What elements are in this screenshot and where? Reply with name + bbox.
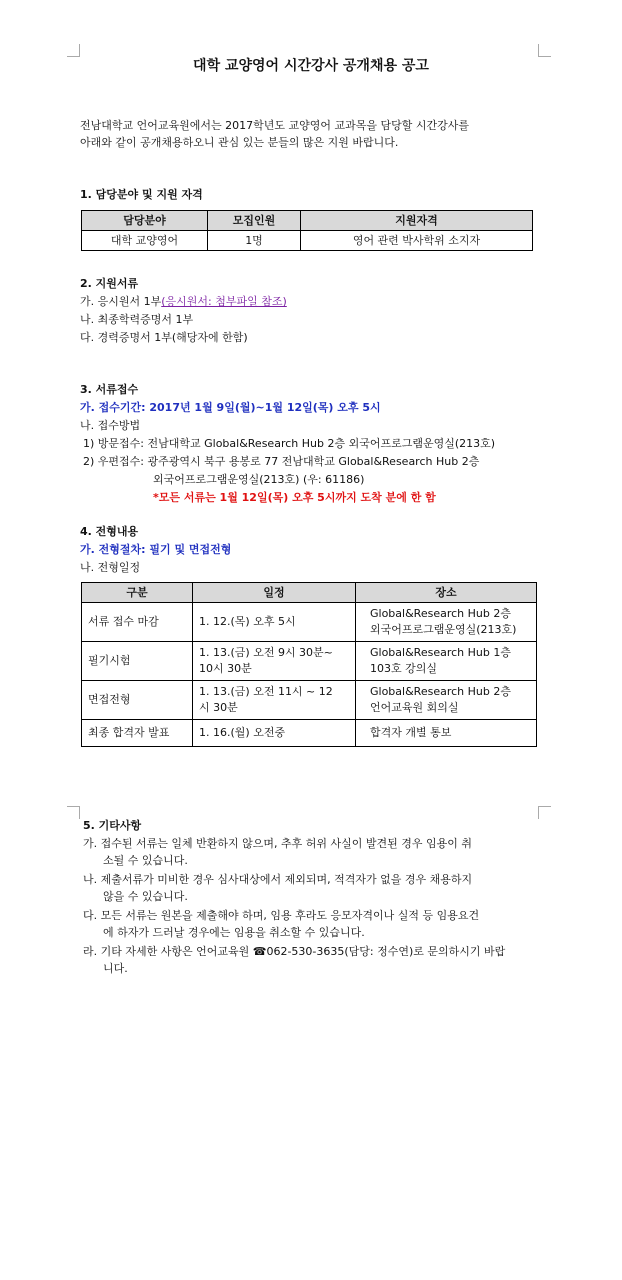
table-header: 지원자격: [301, 211, 533, 231]
cell-line: 1. 13.(금) 오전 11시 ~ 12: [199, 685, 333, 698]
doc-item-2: 나. 최종학력증명서 1부: [80, 313, 194, 326]
table-cell: [193, 720, 356, 747]
table-row: [82, 642, 537, 681]
section-4-heading: 4. 전형내용: [80, 525, 139, 538]
notice-item-3-cont: 에 하자가 드러날 경우에는 임용을 취소할 수 있습니다.: [103, 926, 365, 939]
section-2-heading: 2. 지원서류: [80, 277, 139, 290]
visit-submission: 1) 방문접수: 전남대학교 Global&Research Hub 2층 외국어프로그램운영실(213호): [83, 437, 496, 450]
doc-item-1-text: 가. 응시원서 1부: [80, 295, 162, 308]
cell-line: 언어교육원 회의실: [370, 701, 459, 714]
cell-line: 합격자 개별 통보: [370, 726, 452, 739]
intro-line-2: 아래와 같이 공개채용하오니 관심 있는 분들의 많은 지원 바랍니다.: [80, 136, 399, 149]
section-5-heading: 5. 기타사항: [83, 819, 142, 832]
notice-item-1-cont: 소될 수 있습니다.: [103, 854, 188, 867]
notice-item-2: 나. 제출서류가 미비한 경우 심사대상에서 제외되며, 적격자가 없을 경우 채용하지: [83, 873, 473, 886]
submission-period: 가. 접수기간: 2017년 1월 9일(월)~1월 12일(목) 오후 5시: [80, 401, 381, 414]
cell-line: 10시 30분: [199, 662, 252, 675]
deadline-note: *모든 서류는 1월 12일(목) 오후 5시까지 도착 분에 한 함: [153, 491, 436, 504]
table-row: [82, 603, 537, 642]
page-corner-mark: [538, 44, 551, 57]
table-cell: [356, 642, 537, 681]
table-header: 모집인원: [208, 211, 301, 231]
intro-line-1: 전남대학교 언어교육원에서는 2017학년도 교양영어 교과목을 담당할 시간강사를: [80, 119, 470, 132]
page-corner-mark: [538, 806, 551, 819]
table-cell: 최종 합격자 발표: [82, 720, 193, 747]
table-header: 일정: [193, 583, 356, 603]
table-cell: [356, 720, 537, 747]
table-cell: 영어 관련 박사학위 소지자: [301, 231, 533, 251]
cell-line: 1. 13.(금) 오전 9시 30분~: [199, 646, 333, 659]
cell-line: Global&Research Hub 2층: [370, 607, 511, 620]
mail-submission: 2) 우편접수: 광주광역시 북구 용봉로 77 전남대학교 Global&Research Hub 2층: [83, 455, 480, 468]
notice-item-1: 가. 접수된 서류는 일체 반환하지 않으며, 추후 허위 사실이 발견된 경우 임용이 취: [83, 837, 472, 850]
table-cell: 필기시험: [82, 642, 193, 681]
section-3-heading: 3. 서류접수: [80, 383, 139, 396]
table-cell: [193, 681, 356, 720]
schedule-table: [81, 582, 537, 747]
schedule-label: 나. 전형일정: [80, 561, 141, 574]
doc-item-3: 다. 경력증명서 1부(해당자에 한함): [80, 331, 248, 344]
cell-line: Global&Research Hub 2층: [370, 685, 511, 698]
page-corner-mark: [67, 44, 80, 57]
notice-item-4-cont: 니다.: [103, 962, 128, 975]
table-row: [82, 681, 537, 720]
mail-submission-cont: 외국어프로그램운영실(213호) (우: 61186): [153, 473, 365, 486]
attachment-link[interactable]: (응시원서: 첨부파일 참조): [161, 295, 287, 308]
selection-process: 가. 전형절차: 필기 및 면접전형: [80, 543, 232, 556]
eligibility-table: [81, 210, 533, 251]
table-cell: [193, 642, 356, 681]
table-cell: 서류 접수 마감: [82, 603, 193, 642]
doc-item-1: [80, 294, 287, 310]
submission-method: 나. 접수방법: [80, 419, 141, 432]
page-corner-mark: [67, 806, 80, 819]
table-cell: 대학 교양영어: [82, 231, 208, 251]
section-1-heading: 1. 담당분야 및 지원 자격: [80, 188, 203, 201]
cell-line: Global&Research Hub 1층: [370, 646, 511, 659]
table-cell: 1명: [208, 231, 301, 251]
document-title: 대학 교양영어 시간강사 공개채용 공고: [193, 58, 429, 74]
notice-item-2-cont: 않을 수 있습니다.: [103, 890, 188, 903]
table-cell: [193, 603, 356, 642]
cell-line: 103호 강의실: [370, 662, 437, 675]
notice-item-4: 라. 기타 자세한 사항은 언어교육원 ☎062-530-3635(담당: 정수연)로 문의하시기 바랍: [83, 945, 506, 958]
cell-line: 시 30분: [199, 701, 238, 714]
cell-line: 외국어프로그램운영실(213호): [370, 623, 517, 636]
table-cell: 면접전형: [82, 681, 193, 720]
notice-item-3: 다. 모든 서류는 원본을 제출해야 하며, 임용 후라도 응모자격이나 실적 등 임용요건: [83, 909, 480, 922]
table-cell: [356, 603, 537, 642]
table-header: 장소: [356, 583, 537, 603]
table-row: [82, 720, 537, 747]
table-cell: [356, 681, 537, 720]
table-header: 담당분야: [82, 211, 208, 231]
table-header: 구분: [82, 583, 193, 603]
cell-line: 1. 12.(목) 오후 5시: [199, 615, 296, 628]
cell-line: 1. 16.(월) 오전중: [199, 726, 286, 739]
